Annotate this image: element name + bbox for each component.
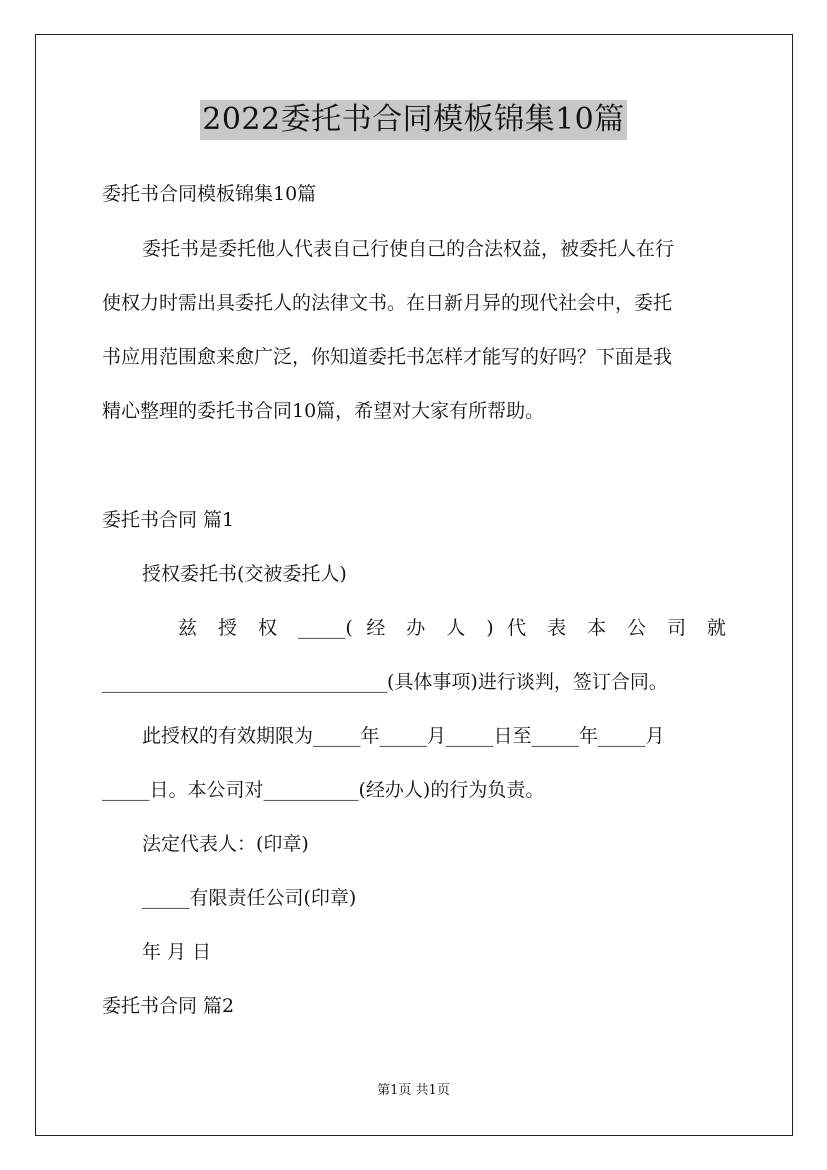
authorization-line-2: ______________________________(具体事项)进行谈判，签订合同。	[102, 671, 668, 693]
intro-line-2: 使权力时需出具委托人的法律文书。在日新月异的现代社会中，委托	[102, 292, 673, 314]
intro-line-3: 书应用范围愈来愈广泛，你知道委托书怎样才能写的好吗？下面是我	[102, 346, 673, 368]
validity-line-1: 此授权的有效期限为_____年_____月_____日至_____年_____月	[142, 725, 665, 747]
title-container	[0, 100, 827, 140]
document-title: 2022委托书合同模板锦集10篇	[200, 100, 627, 140]
validity-line-2: _____日。本公司对__________(经办人)的行为负责。	[102, 779, 545, 801]
section-2-heading: 委托书合同 篇2	[102, 995, 235, 1017]
date-line: 年 月 日	[142, 941, 212, 963]
page-footer: 第1页 共1页	[377, 1083, 450, 1098]
authorization-line-1: 兹 授 权 _____( 经 办 人 ) 代 表 本 公 司 就	[178, 617, 726, 639]
company-seal-line: _____有限责任公司(印章)	[142, 887, 357, 909]
subtitle: 委托书合同模板锦集10篇	[102, 183, 317, 205]
legal-representative-line: 法定代表人：(印章)	[142, 833, 309, 855]
section-1-heading: 委托书合同 篇1	[102, 509, 235, 531]
authorization-doc-title: 授权委托书(交被委托人)	[142, 563, 347, 585]
intro-line-4: 精心整理的委托书合同10篇，希望对大家有所帮助。	[102, 400, 545, 422]
intro-line-1: 委托书是委托他人代表自己行使自己的合法权益，被委托人在行	[142, 238, 675, 260]
